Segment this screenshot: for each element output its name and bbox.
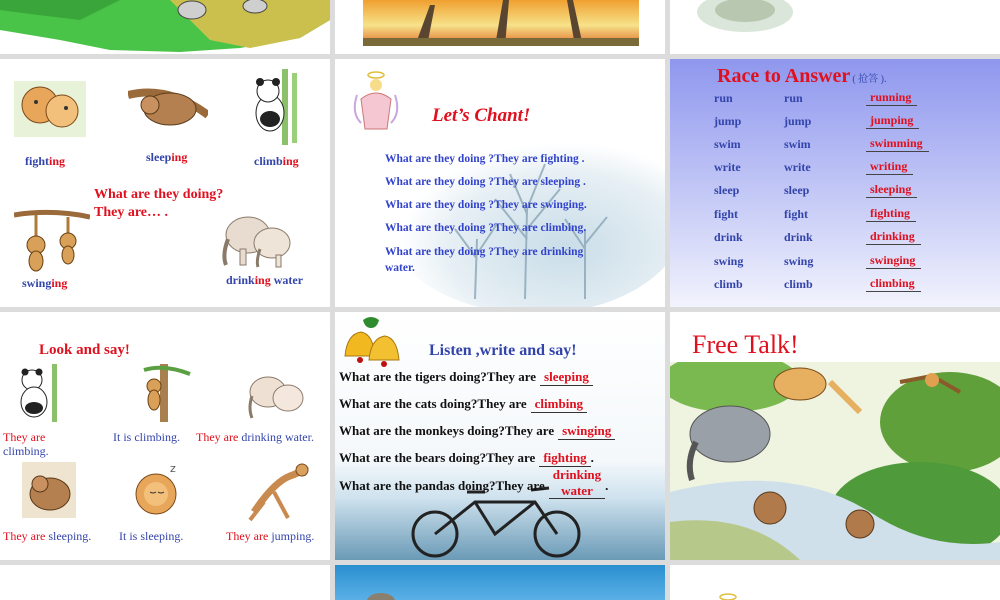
listen-question: What are the cats doing?They are bbox=[339, 396, 527, 411]
sleeping-lion-image bbox=[126, 460, 196, 522]
listen-question: What are the tigers doing?They are bbox=[339, 369, 537, 384]
race-answer-blank[interactable]: jumping bbox=[866, 113, 919, 129]
listen-answer: fighting bbox=[543, 450, 587, 465]
slide-listen-write-say[interactable] bbox=[335, 312, 665, 560]
cloud-image bbox=[670, 0, 1000, 54]
slide-thumbnail-12[interactable] bbox=[670, 565, 1000, 600]
race-word-repeat: swim bbox=[784, 137, 811, 151]
slide-ing-animals[interactable] bbox=[0, 59, 330, 307]
sleeping-bear-image bbox=[128, 75, 208, 139]
answer-text: They are… . bbox=[94, 205, 169, 220]
label-suffix: ing bbox=[254, 273, 271, 287]
slide-thumbnail-11[interactable] bbox=[335, 565, 665, 600]
label-stem: fight bbox=[25, 154, 49, 168]
svg-text:z: z bbox=[170, 462, 176, 475]
listen-end-punct: . bbox=[605, 478, 609, 493]
question-text: What are they doing? bbox=[94, 187, 224, 202]
listen-question: What are the pandas doing?They are bbox=[339, 478, 545, 493]
label-suffix: ing bbox=[49, 154, 66, 168]
caption-sleeping bbox=[3, 530, 91, 544]
race-answer-blank[interactable]: sleeping bbox=[866, 182, 917, 198]
caption-b: climbing. bbox=[3, 443, 49, 458]
look-say-title: Look and say! bbox=[39, 342, 130, 358]
label-tail: water bbox=[270, 273, 304, 287]
slide-thumbnail-10[interactable] bbox=[0, 565, 330, 600]
label-drinking-water bbox=[226, 274, 303, 288]
listen-end-punct: . bbox=[590, 450, 594, 465]
race-subtitle: ( 抢答 ). bbox=[852, 74, 887, 85]
drinking-elephants-image bbox=[214, 205, 298, 271]
caption-a: They are bbox=[3, 430, 46, 444]
swinging-monkeys-image bbox=[14, 209, 90, 273]
caption-drinking-water bbox=[196, 431, 314, 445]
race-word-base: drink bbox=[714, 230, 743, 244]
caption-a: They are bbox=[3, 529, 46, 543]
label-stem: swing bbox=[22, 276, 52, 290]
listen-question: What are the bears doing?They are bbox=[339, 450, 536, 465]
label-stem: climb bbox=[254, 154, 283, 168]
slide-race-to-answer[interactable] bbox=[670, 59, 1000, 307]
chant-line-5: What are they doing ?They are drinking bbox=[385, 246, 584, 258]
climbing-panda-image bbox=[246, 69, 306, 145]
slide-look-and-say[interactable] bbox=[0, 312, 330, 560]
label-sleeping bbox=[146, 151, 187, 165]
race-answer-blank[interactable]: climbing bbox=[866, 276, 921, 292]
race-answer-blank[interactable]: fighting bbox=[866, 206, 916, 222]
caption-it-is-climbing: It is climbing. bbox=[113, 430, 180, 444]
caption-climbing bbox=[3, 431, 49, 459]
sunset-trees-image bbox=[335, 0, 665, 54]
label-swinging bbox=[22, 277, 67, 291]
christmas-bells-icon bbox=[337, 314, 407, 370]
listen-title: Listen ,write and say! bbox=[429, 342, 577, 359]
balloon-image bbox=[335, 565, 665, 600]
listen-answer: sleeping bbox=[544, 369, 589, 384]
race-word-repeat: run bbox=[784, 91, 803, 105]
slide-thumbnail-2[interactable] bbox=[335, 0, 665, 54]
caption-b: sleeping. bbox=[45, 529, 92, 543]
chant-title: Let’s Chant! bbox=[432, 105, 531, 126]
race-word-repeat: fight bbox=[784, 207, 808, 221]
race-title bbox=[717, 65, 886, 88]
listen-answer: swinging bbox=[562, 423, 612, 438]
listen-item bbox=[339, 467, 609, 499]
race-word-base: jump bbox=[714, 114, 742, 128]
label-stem: drink bbox=[226, 273, 255, 287]
chant-line-3: What are they doing ?They are swinging. bbox=[385, 199, 587, 211]
angel-icon bbox=[353, 69, 399, 141]
listen-answer-blank[interactable] bbox=[540, 370, 593, 386]
listen-item bbox=[339, 397, 587, 413]
jungle-animals-image bbox=[670, 362, 1000, 560]
listen-answer-blank[interactable] bbox=[558, 424, 615, 440]
listen-answer-blank[interactable] bbox=[539, 451, 590, 467]
race-answer-blank[interactable]: swimming bbox=[866, 136, 929, 152]
race-word-base: climb bbox=[714, 277, 743, 291]
listen-item bbox=[339, 424, 615, 440]
label-fighting bbox=[25, 155, 65, 169]
caption-b: jumping. bbox=[268, 529, 315, 543]
race-word-repeat: drink bbox=[784, 230, 813, 244]
race-answer-blank[interactable]: writing bbox=[866, 159, 913, 175]
slide-lets-chant[interactable] bbox=[335, 59, 665, 307]
race-answer-blank[interactable]: running bbox=[866, 90, 917, 106]
race-word-repeat: swing bbox=[784, 254, 814, 268]
caption-a: They are bbox=[226, 529, 269, 543]
slide-thumbnail-3[interactable] bbox=[670, 0, 1000, 54]
listen-answer: drinking bbox=[552, 467, 602, 482]
race-answer-blank[interactable]: swinging bbox=[866, 253, 921, 269]
listen-answer: climbing bbox=[534, 396, 584, 411]
race-word-base: sleep bbox=[714, 183, 740, 197]
caption-it-is-sleeping: It is sleeping. bbox=[119, 529, 184, 543]
climbing-monkey-image bbox=[134, 364, 194, 422]
caption-b: drinking water. bbox=[238, 430, 314, 444]
fighting-lions-image bbox=[10, 75, 90, 139]
listen-item bbox=[339, 451, 594, 467]
slide-thumbnail-1[interactable] bbox=[0, 0, 330, 54]
climbing-pandas-image bbox=[8, 364, 68, 422]
race-word-base: swing bbox=[714, 254, 744, 268]
race-word-repeat: jump bbox=[784, 114, 812, 128]
race-word-base: run bbox=[714, 91, 733, 105]
label-stem: sleep bbox=[146, 150, 172, 164]
slide-free-talk[interactable] bbox=[670, 312, 1000, 560]
listen-answer-line-2: water bbox=[561, 482, 593, 498]
listen-answer-blank[interactable] bbox=[531, 397, 587, 413]
jumping-kangaroo-image bbox=[244, 462, 314, 524]
chant-line-6: water. bbox=[385, 262, 415, 274]
angel-halo-icon bbox=[670, 565, 1000, 600]
free-talk-title: Free Talk! bbox=[692, 330, 799, 359]
race-word-repeat: climb bbox=[784, 277, 813, 291]
race-title-text: Race to Answer bbox=[717, 65, 851, 87]
race-word-repeat: sleep bbox=[784, 183, 810, 197]
chant-line-4: What are they doing ?They are climbing. bbox=[385, 222, 587, 234]
race-word-base: swim bbox=[714, 137, 741, 151]
drinking-elephants-image bbox=[242, 366, 308, 424]
chant-line-1: What are they doing ?They are fighting . bbox=[385, 153, 585, 165]
sleeping-bear-image bbox=[20, 460, 80, 522]
label-suffix: ing bbox=[282, 154, 299, 168]
farm-rabbits-image bbox=[0, 0, 330, 54]
listen-item bbox=[339, 370, 593, 386]
race-word-base: write bbox=[714, 160, 741, 174]
race-word-repeat: write bbox=[784, 160, 811, 174]
caption-a: They are bbox=[196, 430, 239, 444]
race-word-base: fight bbox=[714, 207, 738, 221]
caption-jumping bbox=[226, 530, 314, 544]
label-climbing bbox=[254, 155, 299, 169]
listen-answer-blank[interactable] bbox=[549, 467, 605, 499]
chant-line-2: What are they doing ?They are sleeping . bbox=[385, 176, 586, 188]
label-suffix: ing bbox=[171, 150, 188, 164]
race-answer-blank[interactable]: drinking bbox=[866, 229, 921, 245]
listen-question: What are the monkeys doing?They are bbox=[339, 423, 555, 438]
label-suffix: ing bbox=[51, 276, 68, 290]
